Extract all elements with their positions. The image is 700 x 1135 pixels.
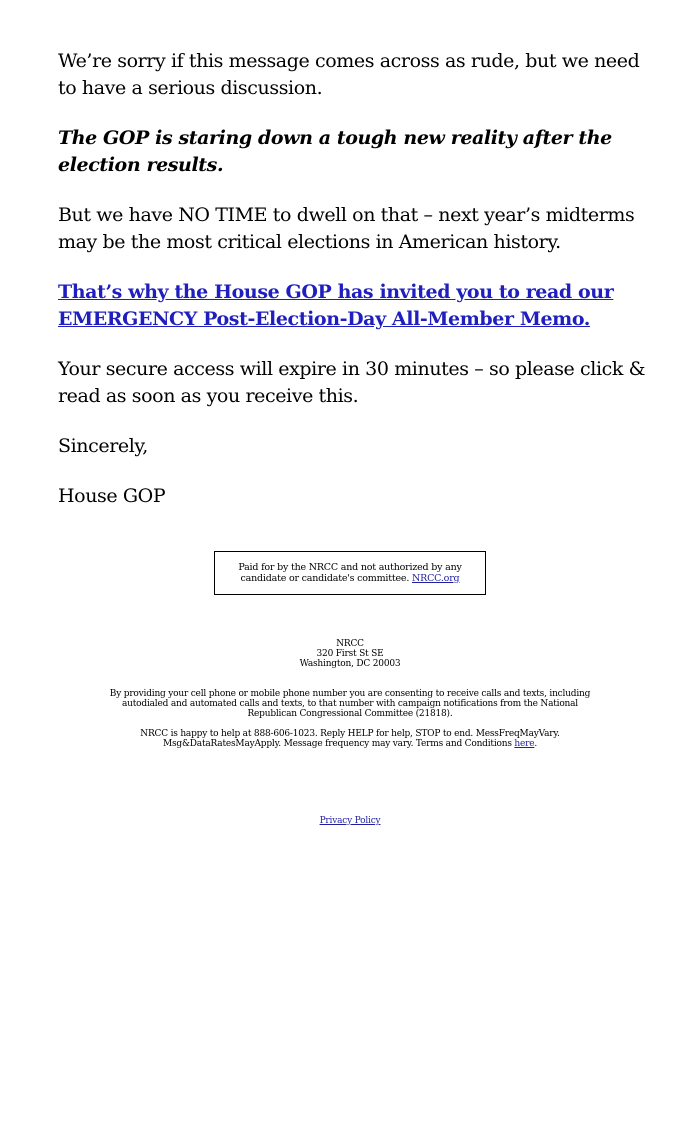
privacy-section — [0, 816, 700, 826]
address-city: Washington, DC 20003 — [299, 659, 401, 669]
intro-paragraph: We’re sorry if this message comes across as rude, but we need to have a serious discussion. — [58, 50, 640, 99]
expiry-paragraph: Your secure access will expire in 30 minutes – so please click & read as soon as you receive this. — [58, 358, 646, 407]
privacy-policy-link[interactable]: Privacy Policy — [319, 816, 381, 826]
help-line-2-suffix: . — [534, 739, 538, 749]
address-street: 320 First St SE — [316, 649, 384, 659]
consent-line-3: Republican Congressional Committee (21818). — [247, 709, 453, 719]
paid-for-disclaimer-box — [214, 551, 486, 595]
help-line-2-prefix: Msg&DataRatesMayApply. Message frequency may vary. Terms and Conditions — [162, 739, 512, 749]
signature-text: House GOP — [58, 485, 166, 507]
help-line-2 — [0, 739, 700, 749]
cta-paragraph — [58, 279, 648, 333]
disclaimer-line-1: Paid for by the NRCC and not authorized by any — [238, 562, 462, 573]
sms-consent-notice — [0, 689, 700, 719]
nrcc-org-link[interactable]: NRCC.org — [412, 573, 460, 584]
mailing-address — [0, 639, 700, 669]
consent-line-1: By providing your cell phone or mobile phone number you are consenting to receive calls and texts, including — [109, 689, 591, 699]
closing-text: Sincerely, — [58, 435, 148, 457]
urgency-paragraph: But we have NO TIME to dwell on that – next year’s midterms may be the most critical elections in American history. — [58, 204, 635, 253]
address-org: NRCC — [336, 639, 364, 649]
headline-paragraph: The GOP is staring down a tough new reality after the election results. — [58, 127, 612, 176]
terms-here-link[interactable]: here — [514, 739, 535, 749]
help-line-1: NRCC is happy to help at 888-606-1023. Reply HELP for help, STOP to end. MessFreqMayVary. — [140, 729, 560, 739]
sms-help-notice — [0, 729, 700, 749]
memo-link[interactable]: That’s why the House GOP has invited you to read our EMERGENCY Post-Election-Day All-Member Memo. — [58, 281, 614, 330]
disclaimer-line-2: candidate or candidate's committee. — [240, 573, 410, 584]
consent-line-2: autodialed and automated calls and texts, to that number with campaign notifications from the National — [122, 699, 578, 709]
email-body — [58, 48, 648, 533]
